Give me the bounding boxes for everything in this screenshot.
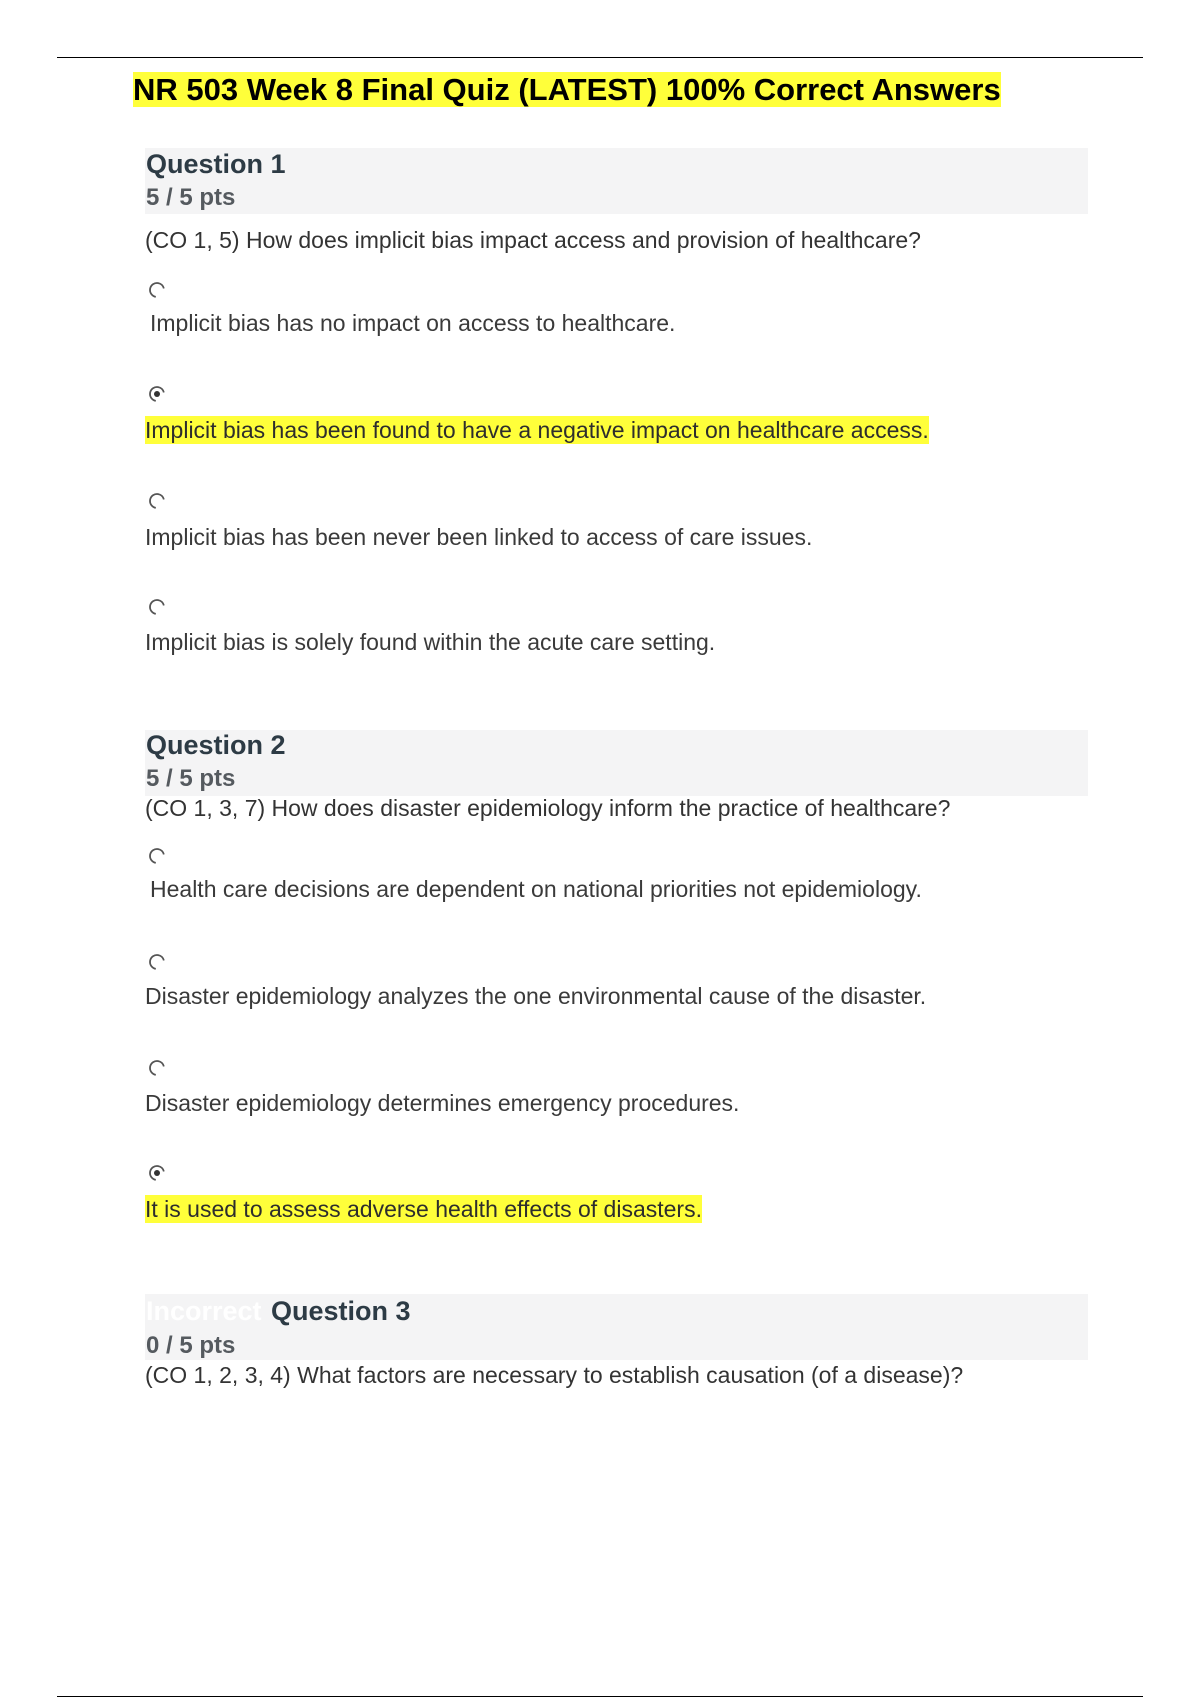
answer-option[interactable]: Disaster epidemiology determines emergency procedures.: [145, 1090, 740, 1116]
question-title: Question 2: [146, 730, 286, 760]
question-header: [145, 730, 1088, 796]
radio-selected-icon[interactable]: [147, 384, 167, 404]
question-title: Question 3: [271, 1296, 411, 1326]
question-text: (CO 1, 5) How does implicit bias impact access and provision of healthcare?: [145, 227, 921, 253]
radio-unselected-icon[interactable]: [147, 280, 167, 300]
question-text: (CO 1, 2, 3, 4) What factors are necessary to establish causation (of a disease)?: [145, 1362, 964, 1388]
answer-option[interactable]: Implicit bias is solely found within the acute care setting.: [145, 629, 716, 655]
document-title: [133, 70, 1001, 110]
answer-option[interactable]: Disaster epidemiology analyzes the one environmental cause of the disaster.: [145, 983, 927, 1009]
radio-unselected-icon[interactable]: [147, 846, 167, 866]
answer-option[interactable]: Implicit bias has been never been linked to access of care issues.: [145, 524, 813, 550]
bottom-rule: [57, 1696, 1143, 1697]
question-title: Question 1: [146, 149, 286, 179]
radio-unselected-icon[interactable]: [147, 952, 167, 972]
question-header: [145, 148, 1088, 214]
question-points: 5 / 5 pts: [146, 765, 236, 792]
top-rule: [57, 57, 1143, 58]
incorrect-label: Incorrect: [146, 1296, 262, 1326]
title-highlight: NR 503 Week 8 Final Quiz (LATEST) 100% Correct Answers: [133, 72, 1001, 107]
radio-unselected-icon[interactable]: [147, 1058, 167, 1078]
answer-option-correct[interactable]: It is used to assess adverse health effects of disasters.: [145, 1196, 702, 1222]
radio-unselected-icon[interactable]: [147, 491, 167, 511]
radio-selected-icon[interactable]: [147, 1163, 167, 1183]
answer-option[interactable]: Implicit bias has no impact on access to healthcare.: [150, 310, 676, 336]
answer-option[interactable]: Health care decisions are dependent on national priorities not epidemiology.: [150, 876, 922, 902]
question-points: 5 / 5 pts: [146, 184, 236, 211]
question-text: (CO 1, 3, 7) How does disaster epidemiology inform the practice of healthcare?: [145, 795, 951, 821]
radio-unselected-icon[interactable]: [147, 597, 167, 617]
question-points: 0 / 5 pts: [146, 1332, 236, 1359]
answer-option-correct[interactable]: Implicit bias has been found to have a negative impact on healthcare access.: [145, 417, 929, 443]
